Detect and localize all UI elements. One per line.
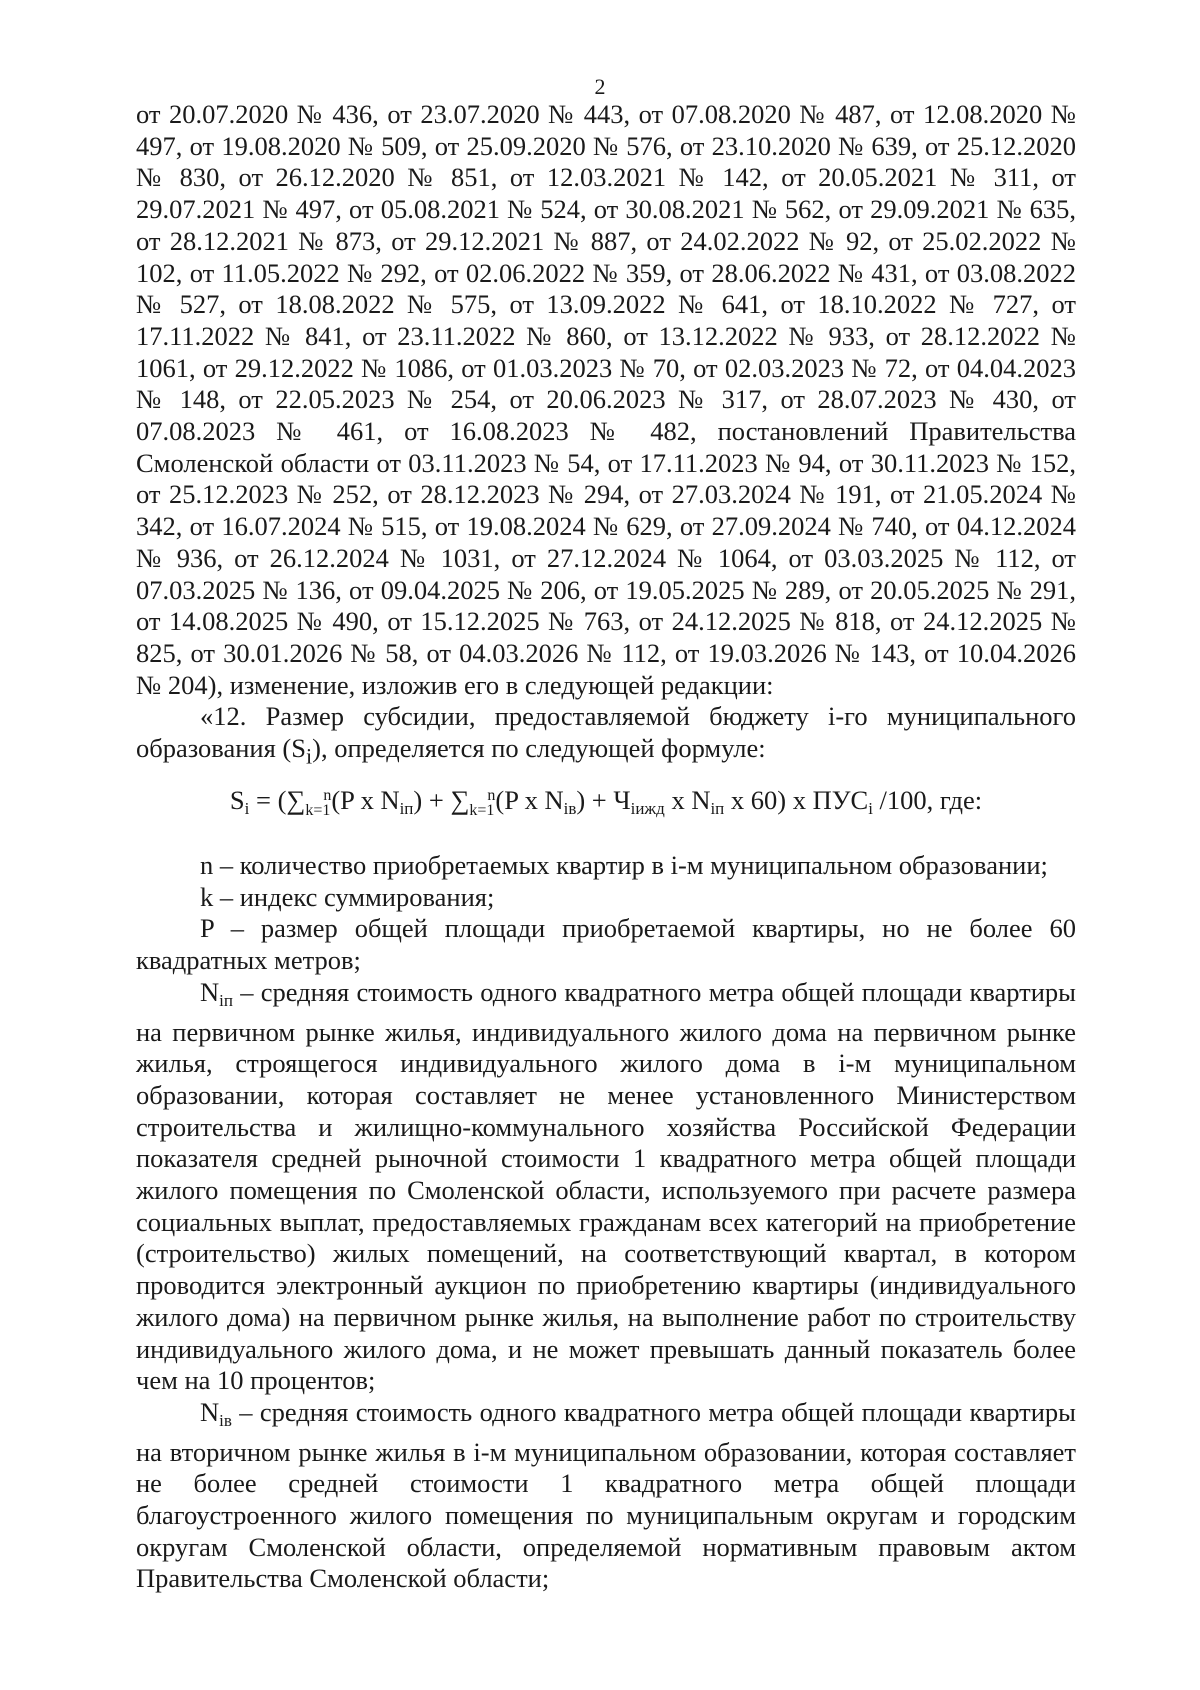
term2-open: (P x N (495, 785, 564, 815)
formula-plus2: + Ч (585, 785, 631, 815)
sum1-upper: n (323, 787, 332, 804)
mid-sub: iп (710, 799, 725, 818)
definition-niv (136, 1397, 1076, 1595)
amendment-list-paragraph: от 20.07.2020 № 436, от 23.07.2020 № 443, от 07.08.2020 № 487, от 12.08.2020 № 497, от 19.08.2020 № 509, от 25.09.2020 № 576, от 23.10.2020 № 639, от 25.12.2020 № 830, от 26.12.2020 № 851, от 12.03.2021 № 142, от 20.05.2021 № 311, от 29.07.2021 № 497, от 05.08.2021 № 524, от 30.08.2021 № 562, от 29.09.2021 № 635, от 28.12.2021 № 873, от 29.12.2021 № 887, от 24.02.2022 № 92, от 25.02.2022 № 102, от 11.05.2022 № 292, от 02.06.2022 № 359, от 28.06.2022 № 431, от 03.08.2022 № 527, от 18.08.2022 № 575, от 13.09.2022 № 641, от 18.10.2022 № 727, от 17.11.2022 № 841, от 23.11.2022 № 860, от 13.12.2022 № 933, от 28.12.2022 № 1061, от 29.12.2022 № 1086, от 01.03.2023 № 70, от 02.03.2023 № 72, от 04.04.2023 № 148, от 22.05.2023 № 254, от 20.06.2023 № 317, от 28.07.2023 № 430, от 07.08.2023 № 461, от 16.08.2023 № 482, постановлений Правительства Смоленской области от 03.11.2023 № 54, от 17.11.2023 № 94, от 30.11.2023 № 152, от 25.12.2023 № 252, от 28.12.2023 № 294, от 27.03.2024 № 191, от 21.05.2024 № 342, от 16.07.2024 № 515, от 19.08.2024 № 629, от 27.09.2024 № 740, от 04.12.2024 № 936, от 26.12.2024 № 1031, от 27.12.2024 № 1064, от 03.03.2025 № 112, от 07.03.2025 № 136, от 09.04.2025 № 206, от 19.05.2025 № 289, от 20.05.2025 № 291, от 14.08.2025 № 490, от 15.12.2025 № 763, от 24.12.2025 № 818, от 24.12.2025 № 825, от 30.01.2026 № 58, от 04.03.2026 № 112, от 19.03.2026 № 143, от 10.04.2026 № 204), изменение, изложив его в следующей редакции: (136, 99, 1076, 700)
formula-end: /100, где: (872, 785, 983, 815)
definitions-block (136, 850, 1076, 1595)
nip-symbol: N (200, 976, 220, 1007)
clause-text-before: «12. Размер субсидии, предоставляемой бюджету i-го муниципального образования (S (136, 701, 1076, 764)
page-number: 2 (594, 74, 606, 99)
nip-text: – средняя стоимость одного квадратного метра общей площади квартиры на первичном рынке жилья, индивидуального жилого дома на первичном рынке жилья, строящегося индивидуального жилого дома в i-м муниципальном образовании, которая составляет не менее установленного Министерством строительства и жилищно-коммунального хозяйства Российской Федерации показателя средней рыночной стоимости 1 квадратного метра общей площади жилого помещения по Смоленской области, используемого при расчете размера социальных выплат, предоставляемых гражданам всех категорий на приобретение (строительство) жилых помещений, на соответствующий квартал, в котором проводится электронный аукцион по приобретению квартиры (индивидуального жилого дома) на первичном рынке жилья, на выполнение работ по строительству индивидуального жилого дома, и не может превышать данный показатель более чем на 10 процентов; (136, 976, 1076, 1396)
clause-text-after: ), определяется по следующей формуле: (312, 733, 766, 764)
subsidy-formula (136, 780, 1076, 827)
definition-n: n – количество приобретаемых квартир в i-м муниципальном образовании; (200, 850, 1048, 880)
formula-lhs-sub: i (244, 799, 250, 818)
formula-lhs: S (229, 785, 245, 815)
term1-open: (P x N (331, 785, 400, 815)
sum2-symbol: ∑ (450, 785, 470, 815)
formula-mid: x N (664, 785, 711, 815)
term2-sub: iв (563, 799, 577, 818)
sum1-lower: k=1 (305, 802, 331, 819)
ch-sub: iижд (630, 799, 665, 818)
clause-sub: i (305, 743, 313, 769)
sum1-symbol: ∑ (286, 785, 306, 815)
term2-close: ) (576, 785, 586, 815)
sum2-upper: n (487, 787, 496, 804)
nip-sub: iп (219, 990, 233, 1010)
niv-sub: iв (219, 1410, 232, 1430)
term1-sub: iп (399, 799, 414, 818)
definition-p: P – размер общей площади приобретаемой квартиры, но не более 60 квадратных метров; (136, 913, 1076, 976)
formula-plus1: + (422, 785, 451, 815)
niv-symbol: N (200, 1396, 220, 1427)
sum2-lower: k=1 (469, 802, 495, 819)
formula-tail: x 60) x ПУС (724, 785, 869, 815)
tail-sub: i (868, 799, 873, 818)
body-text-top (136, 99, 1076, 772)
definition-nip (136, 977, 1076, 1397)
term1-close: ) (413, 785, 423, 815)
niv-text: – средняя стоимость одного квадратного метра общей площади квартиры на вторичном рынке жилья в i-м муниципальном образовании, которая составляет не более средней стоимости 1 квадратного метра общей площади благоустроенного жилого помещения по муниципальным округам и городским округам Смоленской области, определяемой нормативным правовым актом Правительства Смоленской области; (136, 1396, 1076, 1594)
clause-12-paragraph (136, 701, 1076, 772)
formula-eq: = ( (249, 785, 287, 815)
definition-k: k – индекс суммирования; (200, 881, 495, 912)
